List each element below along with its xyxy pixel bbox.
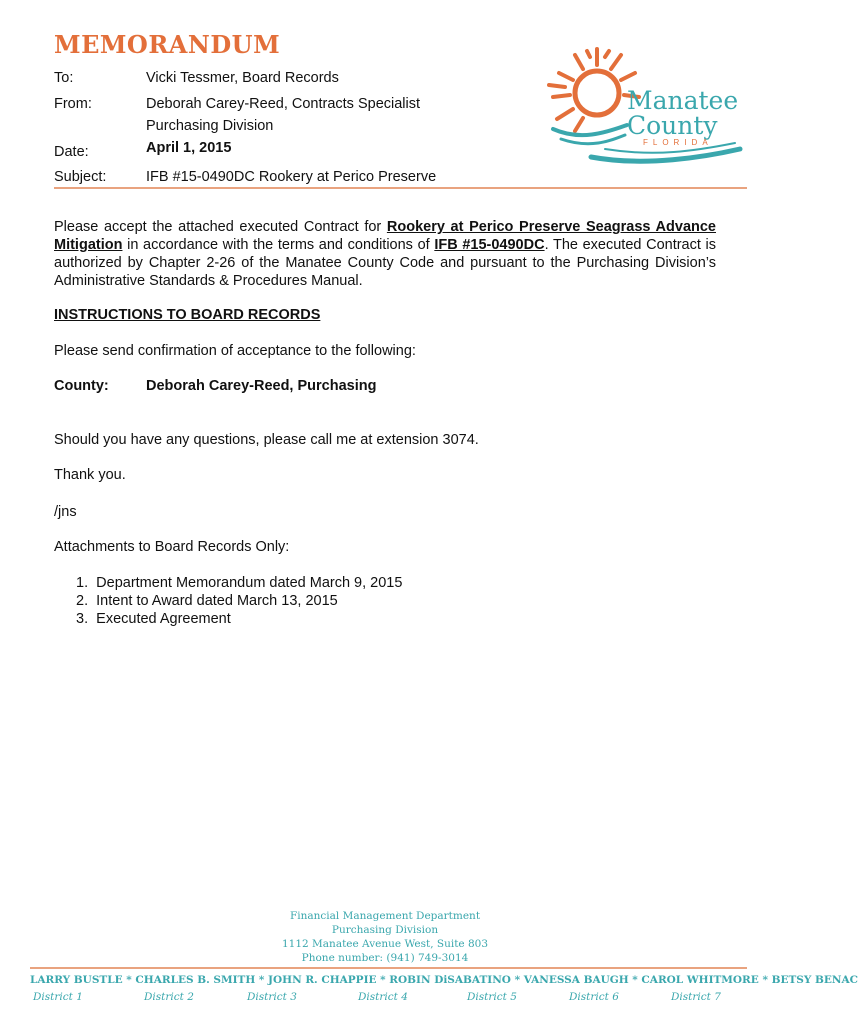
confirm-text: Please send confirmation of acceptance to the following: xyxy=(54,343,416,359)
instructions-heading: INSTRUCTIONS TO BOARD RECORDS xyxy=(54,307,321,323)
logo-line2: County xyxy=(627,111,718,140)
county-value: Deborah Carey-Reed, Purchasing xyxy=(146,378,377,394)
footer-dept: Financial Management Department xyxy=(289,910,481,922)
district-label: District 1 xyxy=(33,991,83,1003)
manatee-county-logo xyxy=(535,45,750,170)
intro-text-a: Please accept the attached executed Contract for xyxy=(54,219,382,235)
from-value-line1: Deborah Carey-Reed, Contracts Specialist xyxy=(146,96,421,112)
date-value: April 1, 2015 xyxy=(146,140,232,156)
attachments-heading: Attachments to Board Records Only: xyxy=(54,539,290,555)
to-label: To: xyxy=(54,70,74,86)
subject-value: IFB #15-0490DC Rookery at Perico Preserve xyxy=(146,169,437,185)
intro-text-b: in accordance with the terms and conditions of xyxy=(127,237,430,253)
district-label: District 2 xyxy=(144,991,194,1003)
list-item: 3. Executed Agreement xyxy=(76,611,231,627)
from-label: From: xyxy=(54,96,92,112)
ifb-number: IFB #15-0490DC xyxy=(434,237,545,253)
district-label: District 5 xyxy=(467,991,517,1003)
subject-label: Subject: xyxy=(54,169,107,185)
to-value: Vicki Tessmer, Board Records xyxy=(146,70,339,86)
logo-line1: Manatee xyxy=(627,86,739,115)
attachments-list xyxy=(76,574,402,628)
footer-divider xyxy=(30,967,747,969)
thanks-text: Thank you. xyxy=(54,467,126,483)
district-label: District 7 xyxy=(671,991,721,1003)
list-item: 1. Department Memorandum dated March 9, 2015 xyxy=(76,575,403,591)
footer-phone: Phone number: (941) 749-3014 xyxy=(301,952,469,964)
sun-icon xyxy=(549,49,639,131)
from-value-line2: Purchasing Division xyxy=(146,118,274,134)
footer-address: 1112 Manatee Avenue West, Suite 803 xyxy=(281,938,489,950)
questions-text: Should you have any questions, please call me at extension 3074. xyxy=(54,432,479,448)
logo-line3: FLORIDA xyxy=(643,138,713,147)
memo-title: MEMORANDUM xyxy=(54,30,281,59)
district-label: District 3 xyxy=(247,991,297,1003)
date-label: Date: xyxy=(54,144,89,160)
intro-text-c: . The executed Contract is authorized by Chapter 2-26 of the Manatee County Code and pursuant to the Purchasing Division’s Administrative Standards & Procedures Manual. xyxy=(54,237,717,289)
footer-division: Purchasing Division xyxy=(331,924,439,936)
district-label: District 6 xyxy=(569,991,619,1003)
header-divider xyxy=(54,187,747,189)
initials: /jns xyxy=(54,504,77,520)
district-label: District 4 xyxy=(358,991,408,1003)
commissioners-list: LARRY BUSTLE * CHARLES B. SMITH * JOHN R. CHAPPIE * ROBIN DiSABATINO * VANESSA BAUGH * CAROL WHITMORE * BETSY BENAC xyxy=(30,974,858,986)
list-item: 2. Intent to Award dated March 13, 2015 xyxy=(76,593,338,609)
county-label: County: xyxy=(54,378,109,394)
project-name: Rookery at Perico Preserve Seagrass Advance Mitigation xyxy=(54,219,716,253)
intro-paragraph xyxy=(54,218,716,290)
